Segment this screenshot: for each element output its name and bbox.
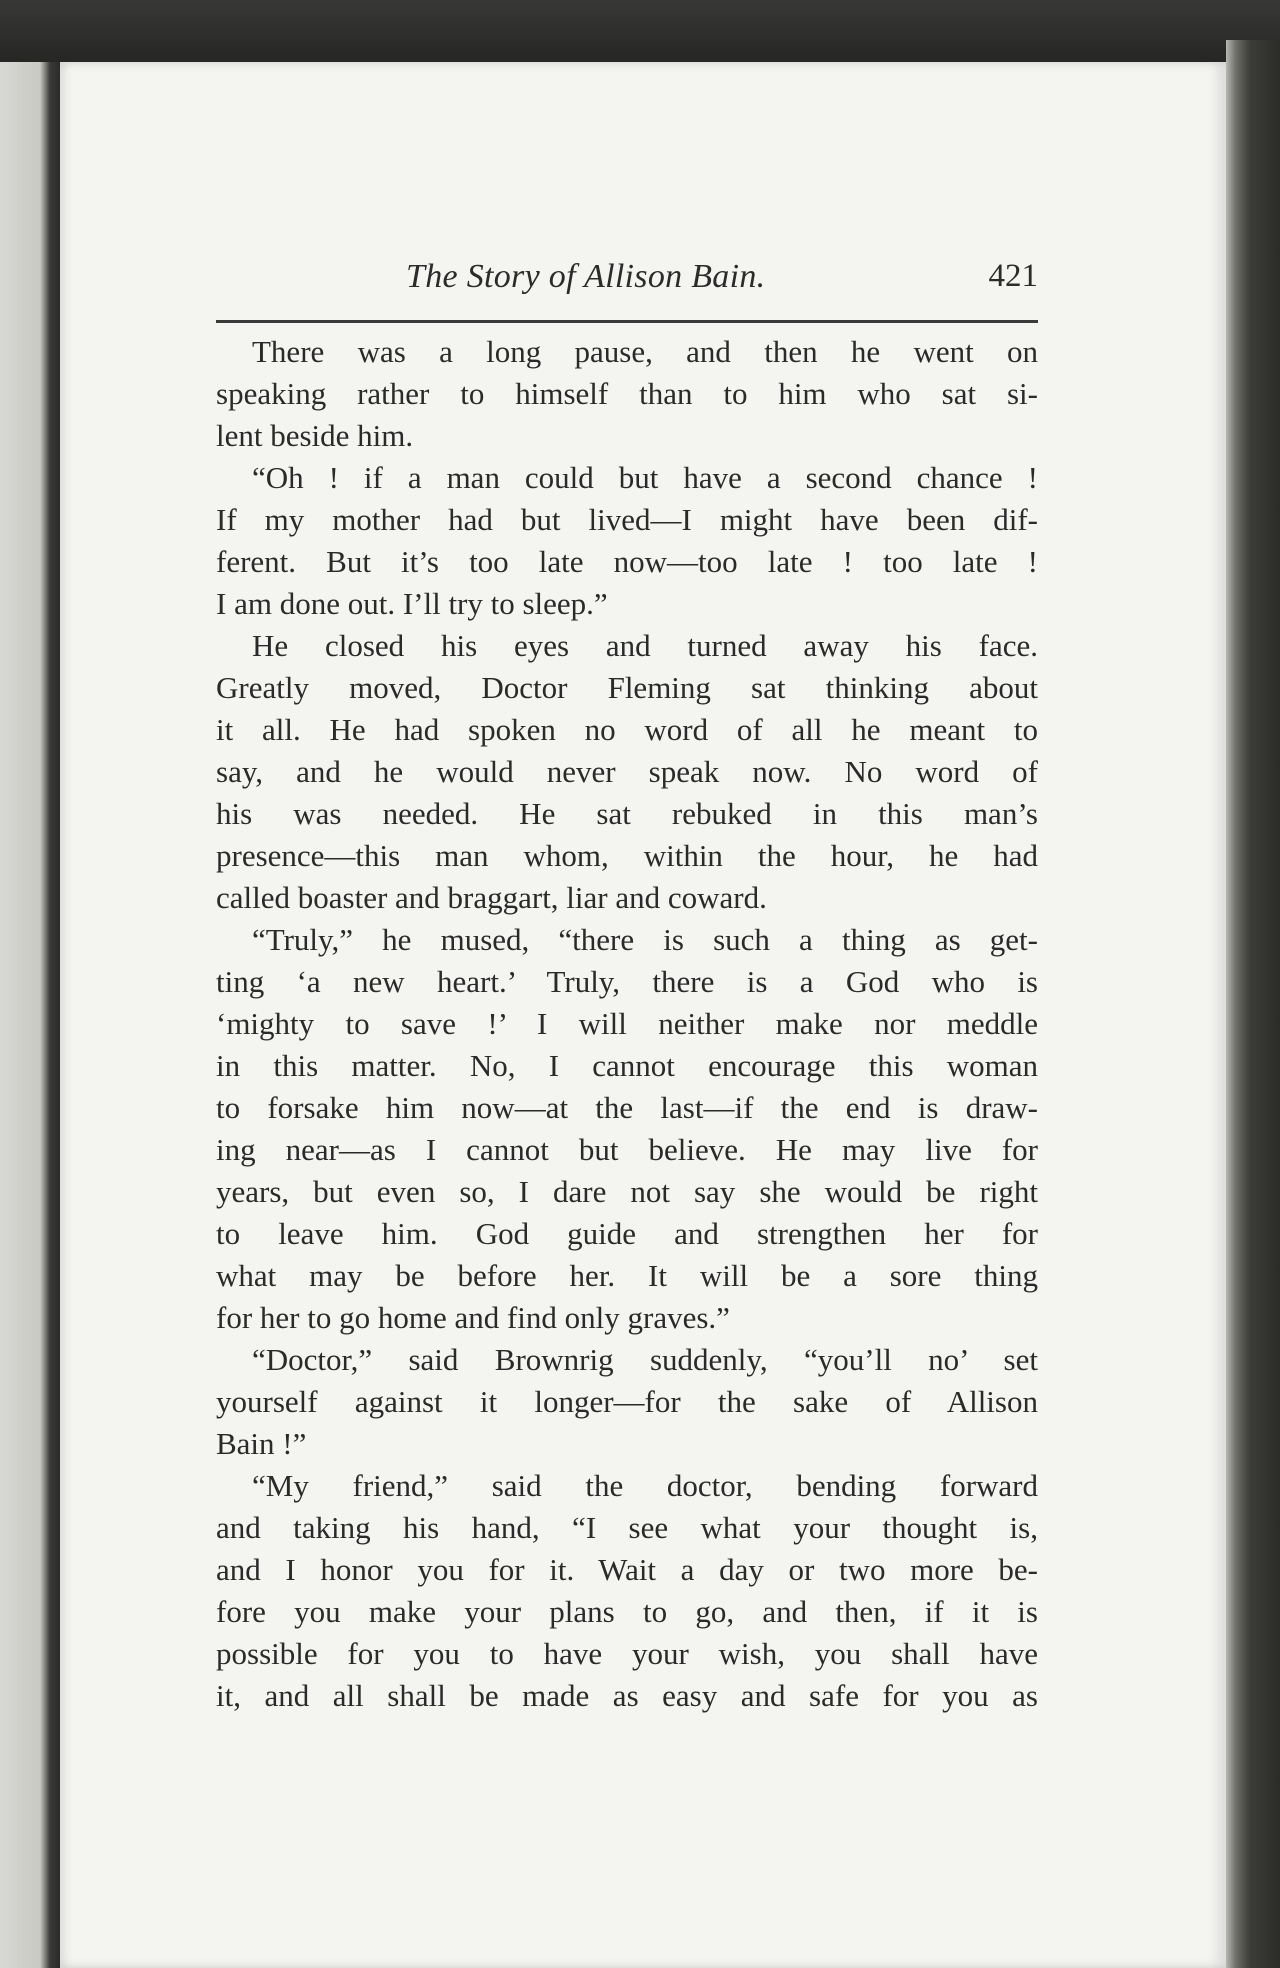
- text-line: yourself against it longer—for the sake of Allison: [216, 1384, 1038, 1419]
- text-line: say, and he would never speak now. No word of: [216, 754, 1038, 789]
- header-rule: [216, 320, 1038, 323]
- text-line: possible for you to have your wish, you shall have: [216, 1636, 1038, 1671]
- scan-top-edge: [0, 0, 1280, 62]
- text-line: it, and all shall be made as easy and safe for you as: [216, 1678, 1038, 1713]
- text-line: “Truly,” he mused, “there is such a thing as get-: [252, 922, 1038, 957]
- text-line: “Doctor,” said Brownrig suddenly, “you’ll no’ set: [252, 1342, 1038, 1377]
- text-line: “My friend,” said the doctor, bending forward: [252, 1468, 1038, 1503]
- text-line: “Oh ! if a man could but have a second chance !: [252, 460, 1038, 495]
- text-line: it all. He had spoken no word of all he meant to: [216, 712, 1038, 747]
- text-line: lent beside him.: [216, 418, 414, 453]
- text-line: in this matter. No, I cannot encourage this woman: [216, 1048, 1038, 1083]
- text-line: He closed his eyes and turned away his face.: [252, 628, 1038, 663]
- text-line: presence—this man whom, within the hour, he had: [216, 838, 1038, 873]
- running-head: [216, 258, 1038, 306]
- text-line: Bain !”: [216, 1426, 307, 1461]
- text-line: years, but even so, I dare not say she would be right: [216, 1174, 1038, 1209]
- body-text: [216, 331, 1038, 1717]
- previous-page-edge: [0, 62, 60, 1968]
- text-line: ting ‘a new heart.’ Truly, there is a God who is: [216, 964, 1038, 999]
- text-line: ‘mighty to save !’ I will neither make nor meddle: [216, 1006, 1038, 1041]
- text-line: ing near—as I cannot but believe. He may live for: [216, 1132, 1038, 1167]
- text-line: to leave him. God guide and strengthen her for: [216, 1216, 1038, 1251]
- text-line: fore you make your plans to go, and then, if it is: [216, 1594, 1038, 1629]
- book-spine-edge: [1226, 40, 1280, 1968]
- text-line: If my mother had but lived—I might have been dif-: [216, 502, 1038, 537]
- text-line: and taking his hand, “I see what your thought is,: [216, 1510, 1038, 1545]
- text-line: I am done out. I’ll try to sleep.”: [216, 586, 608, 621]
- text-line: There was a long pause, and then he went on: [252, 334, 1038, 369]
- text-line: for her to go home and find only graves.”: [216, 1300, 730, 1335]
- text-line: his was needed. He sat rebuked in this man’s: [216, 796, 1038, 831]
- text-line: called boaster and braggart, liar and coward.: [216, 880, 767, 915]
- page-number: 421: [988, 258, 1038, 294]
- text-line: what may be before her. It will be a sore thing: [216, 1258, 1038, 1293]
- text-line: ferent. But it’s too late now—too late ! too late !: [216, 544, 1038, 579]
- text-line: Greatly moved, Doctor Fleming sat thinking about: [216, 670, 1038, 705]
- text-line: to forsake him now—at the last—if the end is draw-: [216, 1090, 1038, 1125]
- running-title: The Story of Allison Bain.: [406, 258, 766, 295]
- text-line: speaking rather to himself than to him who sat si-: [216, 376, 1038, 411]
- text-line: and I honor you for it. Wait a day or two more be-: [216, 1552, 1038, 1587]
